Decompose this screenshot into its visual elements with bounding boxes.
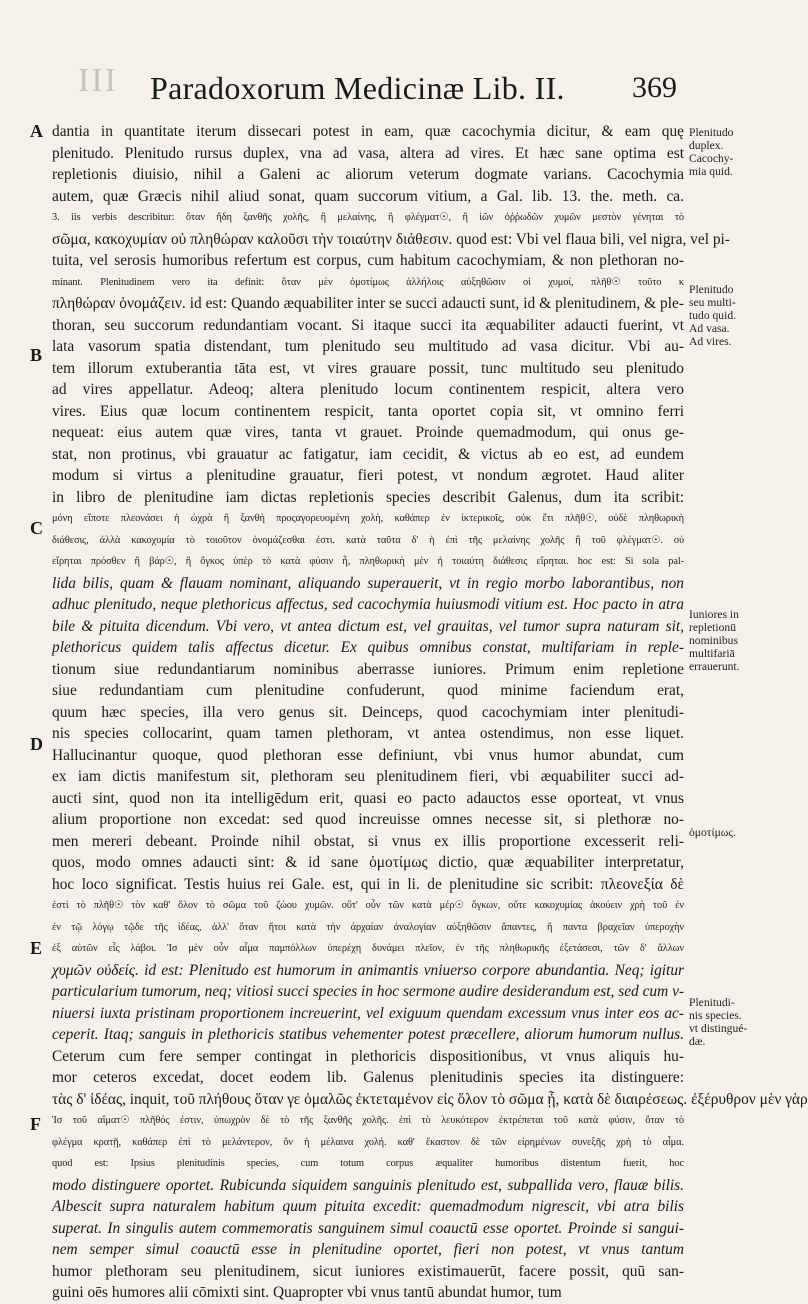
margin-letter-d: D — [30, 734, 43, 754]
gloss-line: multifariā — [689, 647, 735, 660]
text-line: tem illorum extuberantia tāta est, vt vires grauare possit, tunc multitudo seu plenitudo — [52, 359, 684, 377]
text-line: tuita, vel serosis humoribus refertum est corpus, cum habitum cacochymiam, & non plethoran no- — [52, 252, 684, 269]
gloss-line: tudo quid. — [689, 309, 737, 322]
gloss-line: nominibus — [689, 634, 738, 647]
text-line: modum si virtus a plenitudine grauatur, fieri potest, vt nondum ægrotet. Haud aliter — [52, 467, 684, 484]
text-line: thoran, seu succorum redundantiam vocant. Si itaque succi ita æquabiliter adaucti fuerint, vt — [52, 316, 684, 334]
text-line: aucti sint, quod non ita intelligēdum erit, quasi eo pacto adauctos esse oporteat, vt vnus — [52, 789, 684, 807]
text-line: διάθεσις, ἀλλὰ κακοχυμία τὸ τοιοῦτον ὀνομάζεσθαι ἐστι. κατὰ ταῦτα δ' ἡ ἐπὶ τῆς μελαίνης χολῆς ἢ τοῦ φλέγματ☉. οὐ — [52, 534, 684, 546]
gloss-line: Plenitudi- — [689, 996, 735, 1009]
text-line: μόνη εἴποτε πλεονάσει ἡ ὠχρὰ ἢ ξανθὴ προςαγορευομένη χολὴ, καθάπερ ἐν ἰκτερικοῖς, οὐκ ἔτι πλῆθ☉, οὐδὲ πληθωρικὴ — [52, 513, 684, 524]
text-line: nequeat: eius autem quæ vires, tanta vt grauet. Proinde quemadmodum, qui onus ge- — [52, 424, 684, 441]
text-line: lata vasorum spatia distendant, tum plenitudo seu multitudo ad vasa dicitur. Vbi au- — [52, 338, 684, 355]
text-line: hoc loco significat. Testis huius rei Gale. est, qui in li. de plenitudine sic scribit: πλεονεξία δὲ — [52, 875, 684, 893]
text-line: ceperit. Itaq; sanguis in plethoricis statibus vehementer potest præcellere, aliorum humorum nullus. — [52, 1026, 684, 1043]
text-line: alium proportione non excedat: sed quod increuisse omnes necesse sit, si plethoræ no- — [52, 811, 684, 828]
text-line: quod est: Ipsius plenitudinis species, cum totum corpus æqualiter humoribus distentum fuerit, hoc — [52, 1158, 684, 1169]
text-line: ἐν τῷ λόγῳ τῷδε τῆς ἰδέας, ἀλλ' ὅταν ἤτοι κατὰ τὴν ἀρχαίαν ἀναλογίαν αὐξηθῶσιν ἅπαντες, ἢ παντα βραχεῖαν ὑπεροχὴν — [52, 921, 684, 933]
margin-gloss-3 — [689, 608, 799, 673]
gloss-line: nis species. — [689, 1009, 742, 1022]
margin-letter-e: E — [30, 938, 43, 958]
text-line: nem semper simul coauctū esse in plenitudine oportet, fieri non potest, vt vnus tantum — [52, 1241, 684, 1258]
text-line: χυμῶν οὐδείς. id est: Plenitudo est humorum in animantis vniuerso corpore abundantia. Neq; igitur — [52, 961, 684, 979]
text-line: autem, quæ Græcis nihil aliud sonat, quam succorum vitium, a Gal. lib. 13. the. meth. ca. — [52, 187, 684, 205]
text-line: φλέγμα κρατῇ, καθάπερ ἐπὶ τὸ μελάντερον, ὅν ἡ μέλαινα χολή. καθ' ἕκαστον δὲ τῶν εἰρημένων συνεξῆς χρὴ τὸ αἷμα. — [52, 1136, 684, 1148]
gloss-line: errauerunt. — [689, 660, 740, 673]
margin-gloss-1 — [689, 126, 799, 178]
text-line: Albescit supra naturalem habitum quum pituita excedit: quemadmodum nigrescit, vbi atra bilis — [52, 1198, 684, 1215]
text-line: in libro de plenitudine iam dictas repletionis species describit Galenus, dum ita scribit: — [52, 488, 684, 506]
gloss-line: Ad vires. — [689, 335, 732, 348]
text-line: lida bilis, quam & flauam nominant, aliquando superauerit, vt in regio morbo laborantibus, non — [52, 574, 684, 592]
gloss-line: Iuniores in — [689, 608, 739, 621]
text-line: ἐξ αὐτῶν εἷς λάβοι. Ἰσ μὲν οὖν αἷμα παμπόλλων ὑπερέχη δυνάμει πλεῖον, ἐν τῆς πληθωρικῆς ἐξετάσεσι, τῶν δ' ἄλλων — [52, 943, 684, 954]
text-line: dantia in quantitate iterum dissecari potest in eam, quæ cacochymia dicitur, & eam quę — [52, 123, 684, 140]
text-line: quum hæc species, illa vero genus sit. Deinceps, quod cacochymiam inter plenitudi- — [52, 703, 684, 721]
text-line: stat, non protinus, vbi grauatur ac fatigatur, iam cecidit, & victus ab eo est, ad eundem — [52, 445, 684, 463]
text-line: τὰς δ' ἰδέας, inquit, τοῦ πλήθους ὅταν γε ὁμαλῶς ἐκτεταμένον εἰς ὅλον τὸ σῶμα ᾖ, κατὰ δὲ διαιρέσεως. ἐξέρυθρον μὲν γὰρ — [52, 1090, 808, 1108]
gloss-line: Ad vasa. — [689, 322, 730, 335]
gloss-line: repletionū — [689, 621, 737, 634]
gloss-line: ὁμοτίμως. — [689, 826, 736, 839]
text-line: humor plethoram seu plenitudinem, sicut iuniores existimauerūt, facere possit, quū san- — [52, 1262, 684, 1280]
gloss-line: Plenitudo — [689, 283, 734, 296]
text-line: men mereri debeant. Proinde nihil obstat, si vnus ex illis proportione excesserit reli- — [52, 832, 684, 850]
text-line: εἴρηται πρόσθεν ἢ βάρ☉, ἢ ὄγκος ὑπὲρ τὸ κατὰ φύσιν ἦ, πληθωρικὴ μὲν ἡ τοιαύτη διάθεσις εἴρηται. hoc est: Si sola pal- — [52, 556, 684, 567]
text-line: quos, modo omnes adaucti sint: & id sane ὁμοτίμως dictio, quæ æquabiliter interpretatur, — [52, 854, 684, 871]
page-number: 369 — [632, 71, 677, 104]
text-line: mor ceteros excedat, docet eodem lib. Galenus plenitudinis species ita distinguere: — [52, 1069, 684, 1086]
text-line: tionum siue redundantiarum nominibus aberrasse iuniores. Primum enim repletione — [52, 660, 684, 678]
gloss-line: Plenitudo — [689, 126, 734, 139]
text-line: ἐστὶ τὸ πλῆθ☉ τὸν καθ' ὅλον τὸ σῶμα τοῦ ζώου χυμῶν. οὔτ' οὖν τῶν κατὰ μέρ☉ ὄγκων, οὔτε κακοχυμίας ἀκούειν χρὴ τοῦ ἐν — [52, 900, 684, 911]
text-line: guini oēs humores alii cōmixti sint. Quapropter vbi vnus tantū abundat humor, tum — [52, 1284, 562, 1301]
gloss-line: Cacochy- — [689, 152, 734, 165]
text-line: ad vires appellatur. Adeoq; altera plenitudo locum continentem respicit, altera vero — [52, 381, 684, 398]
margin-gloss-5 — [689, 996, 799, 1048]
gloss-line: dæ. — [689, 1035, 706, 1048]
text-line: plethoricus quidem talis affectus dicetur. Ex quibus omnibus constat, multifariam in reple- — [52, 639, 684, 656]
text-line: particularium tumorum, neq; vitiosi succi species in hoc sermone audire desiderandum est, sed cum v- — [52, 983, 685, 1000]
margin-letter-c: C — [30, 518, 43, 538]
margin-gloss-4 — [689, 826, 799, 839]
text-line: Hallucinantur quoque, quod plethoran esse definiunt, vbi vnus humor abundat, cum — [52, 746, 684, 764]
text-line: modo distinguere oportet. Rubicunda siquidem sanguinis plenitudo est, subpallida vero, flauæ bilis. — [52, 1176, 684, 1194]
text-line: vires. Eius quæ locum continentem respicit, tanta oportet copia sit, vt omnino ferri — [52, 402, 684, 420]
margin-letter-b: B — [30, 345, 43, 365]
text-line: σῶμα, κακοχυμίαν οὐ πληθώραν καλοῦσι τὴν τοιαύτην διάθεσιν. quod est: Vbi vel flaua bili, vel nigra, vel pi- — [52, 230, 730, 248]
text-line: 3. iis verbis describitur: ὅταν ἤδη ξανθῆς χολῆς, ἢ μελαίνης, ἢ φλέγματ☉, ἢ ἰῶν ὀῤῥωδῶν χυμῶν μεστὸν γένηται τὸ — [52, 212, 684, 223]
text-line: plenitudo. Plenitudo rursus duplex, vna ad vasa, altera ad vires. Et hæc sane optima est — [52, 144, 684, 162]
gloss-line: vt distingué- — [689, 1022, 748, 1035]
text-line: nis species collocarint, quam tamen plethoram, vt antea ostendimus, non esse liquet. — [52, 725, 684, 742]
bleed-through-text: III — [78, 62, 118, 99]
running-head: Paradoxorum Medicinæ Lib. II. — [150, 70, 565, 106]
gloss-line: mia quid. — [689, 165, 733, 178]
margin-gloss-2 — [689, 283, 799, 348]
text-line: bile & pituita dicendum. Vbi vero, vt antea dictum est, vel grauitas, vel tumor supra naturam sit, — [52, 617, 684, 635]
text-line: repletionis diuisio, nihil a Galeni ac aliorum veterum dogmate varians. Cacochymia — [52, 166, 684, 183]
gloss-line: seu multi- — [689, 296, 736, 309]
text-line: superat. In singulis autem commemoratis sanguinem simul coauctū esse oportet. Proinde si sangui- — [52, 1219, 684, 1237]
text-line: Ceterum cum fere semper contingat in plethoricis dispositionibus, vt vnus aliquis hu- — [52, 1047, 684, 1065]
text-line: πληθώραν ὀνομάζειν. id est: Quando æquabiliter inter se succi adaucti sunt, id & plenitudinem, & ple- — [52, 295, 684, 312]
margin-letter-a: A — [30, 121, 43, 141]
text-line: adhuc plenitudo, neque plethoricus affectus, sed cacochymia huiusmodi vitium est. Hoc pacto in atra — [52, 596, 684, 613]
text-line: minant. Plenitudinem vero ita definit: ὅταν μὲν ὁμοτίμως ἀλλήλοις αὐξηθῶσιν οἱ χυμοί, πλῆθ☉ τοῦτο κ — [52, 276, 684, 288]
text-line: Ἰσ τοῦ αἵματ☉ πλῆθός ἐστιν, ὑπωχρὸν δὲ τὸ τῆς ξανθῆς χολῆς. ἐπὶ τὸ λευκότερον ἐκτρέπεται τοῦ κατὰ φύσιν, ὅταν τὸ — [52, 1115, 684, 1126]
text-line: niuersi iuxta pristinam proportionem increuerint, vel exiguum quendam excessum vnus inter eos ac- — [52, 1004, 684, 1022]
text-line: siue redundantiam cum plenitudine confuderunt, quod minime faciendum erat, — [52, 682, 684, 699]
margin-letter-f: F — [30, 1114, 41, 1134]
text-line: ex iam dictis manifestum sit, plethoram seu plenitudinem fieri, vbi æquabiliter succi ad- — [52, 768, 684, 785]
gloss-line: duplex. — [689, 139, 724, 152]
